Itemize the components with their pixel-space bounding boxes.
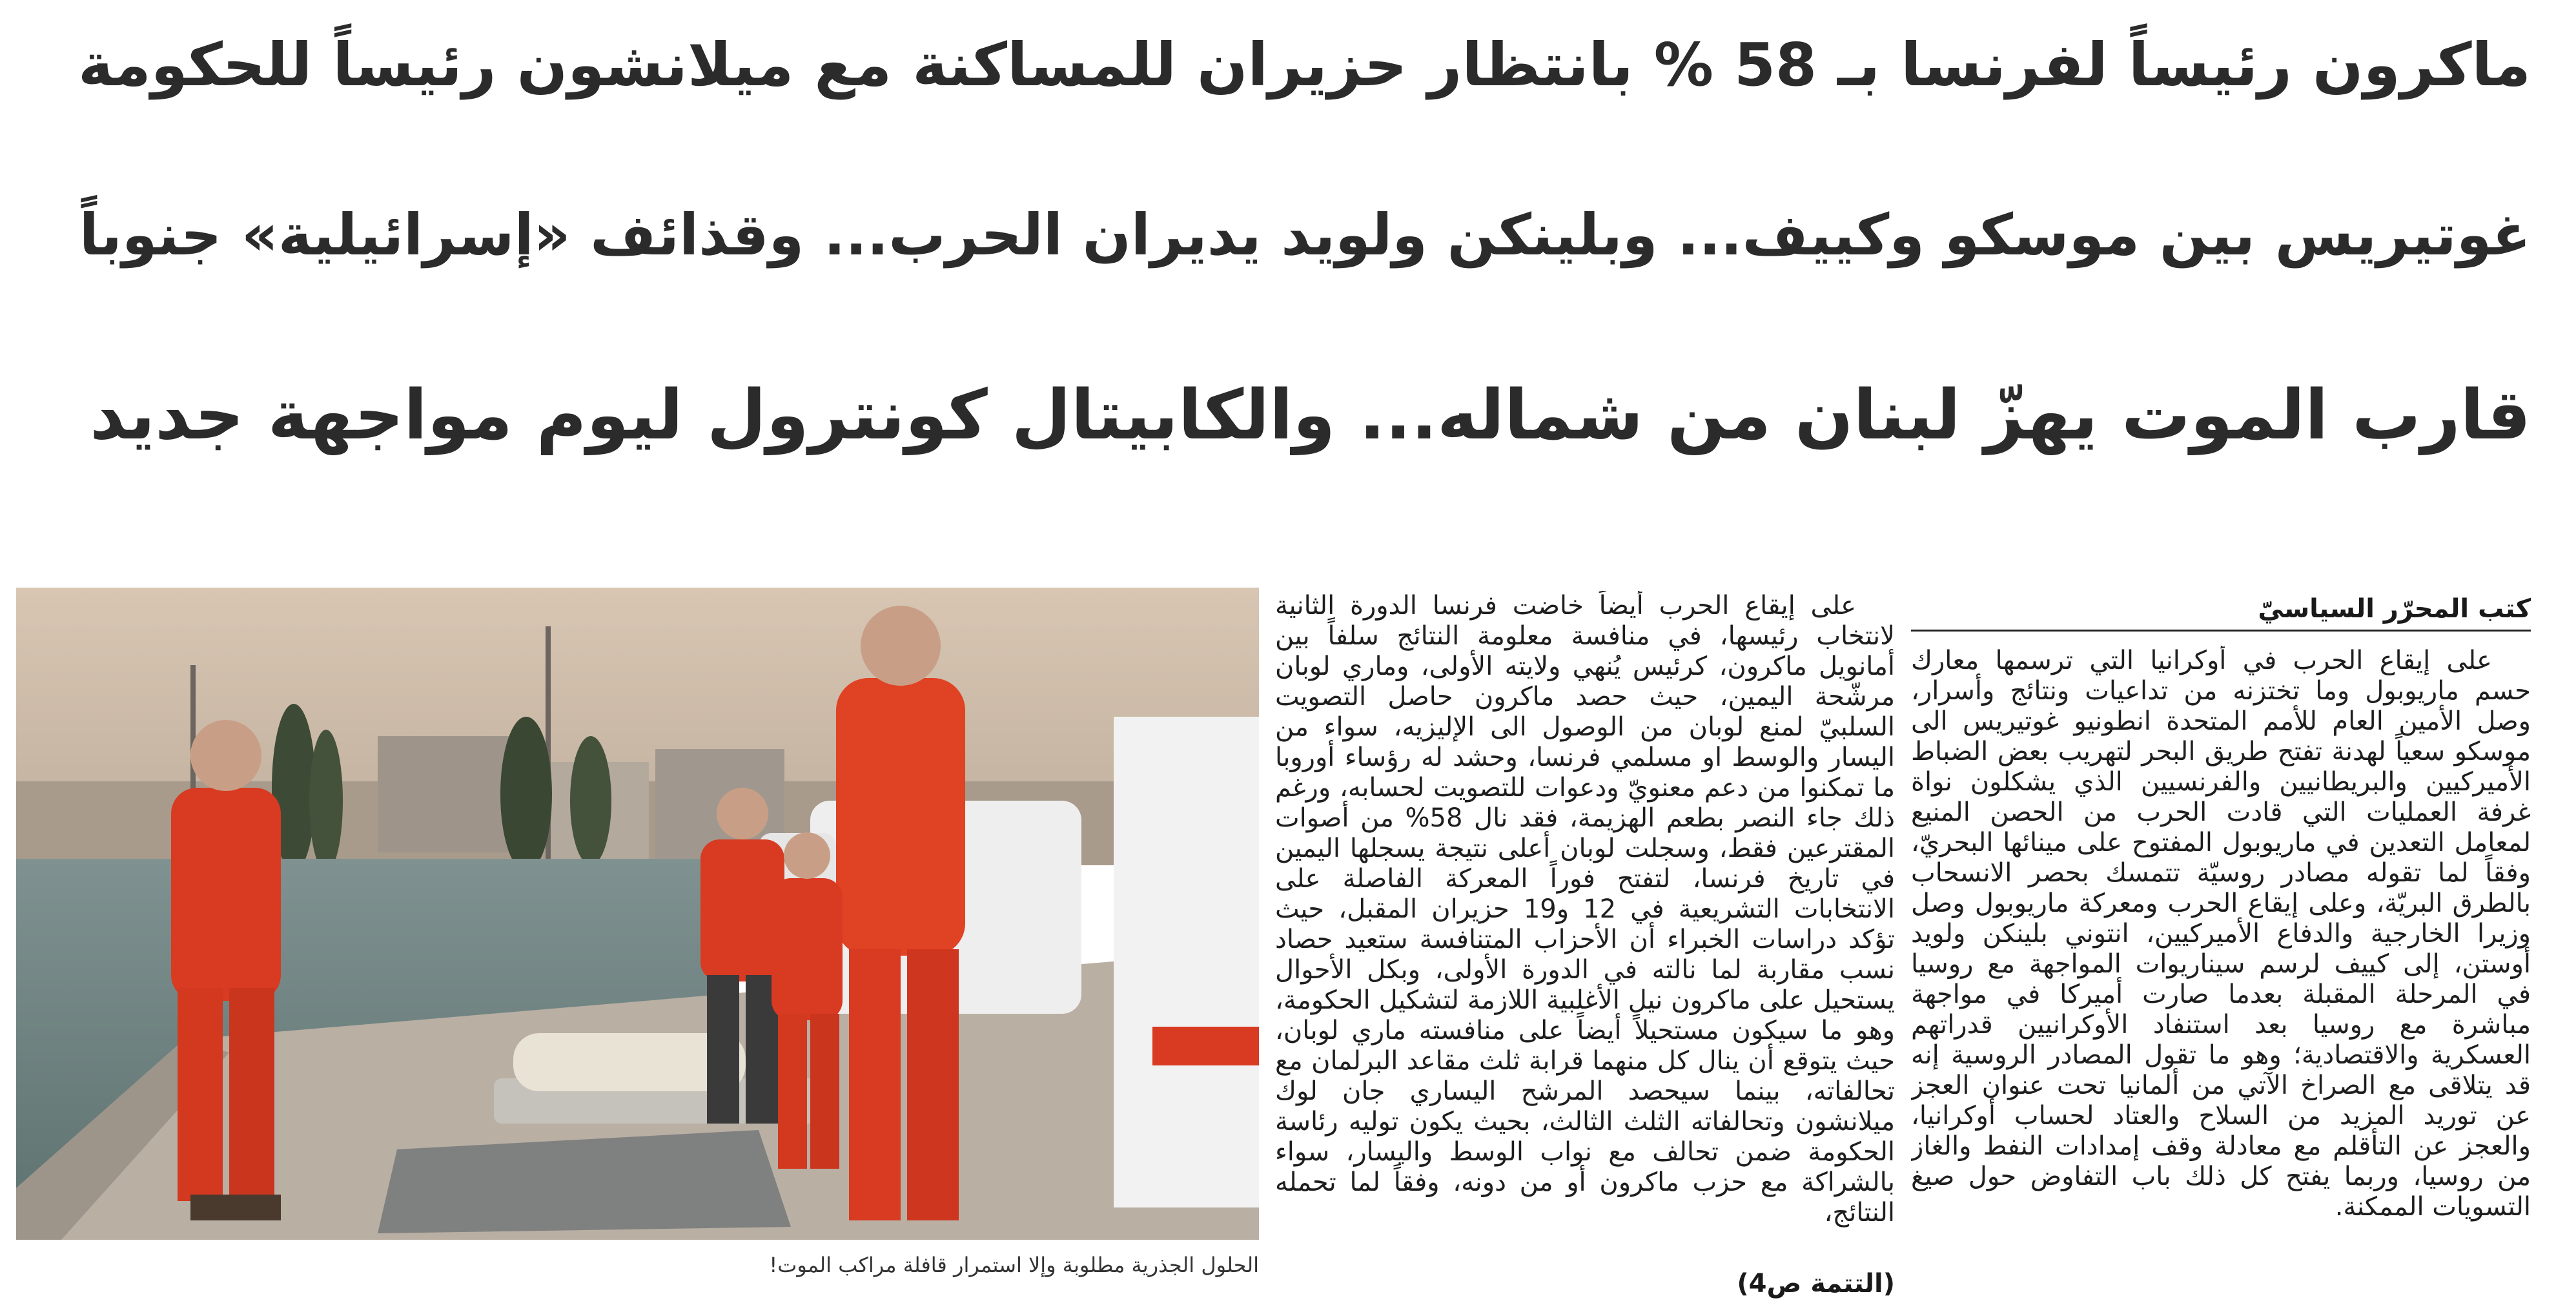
byline: كتب المحرّر السياسيّ: [1911, 591, 2531, 632]
news-photo: [16, 588, 1259, 1240]
photo-caption: الحلول الجذرية مطلوبة وإلا استمرار قافلة مراكب الموت!: [769, 1253, 1259, 1277]
article-paragraph: على إيقاع الحرب في أوكرانيا التي ترسمها معارك حسم ماريوبول وما تختزنه من تداعيات ونتائج وأسرار، وصل الأمين العام للأمم المتحدة انطونيو غوتيريس الى موسكو سعياً لهدنة تفتح طريق البحر لتهريب بعض الضباط الأميركيين والبريطانيين والفرنسيين الذي يشكلون نواة غرفة العمليات التي قادت الحرب من الحصن المنيع لمعامل التعدين في ماريوبول المفتوح على مينائها البحريّ، وفقاً لما تقوله مصادر روسيّة تتمسك بحصر الانسحاب بالطرق البريّة، وعلى إيقاع الحرب ومعركة ماريوبول وصل وزيرا الخارجية والدفاع الأميركيين، انتوني بلينكن ولويد أوستن، إلى كييف لرسم سيناريوات المواجهة مع روسيا في المرحلة المقبلة بعدما صارت أميركا في مواجهة مباشرة مع روسيا بعد استنفاد الأوكرانيين قدراتهم العسكرية والاقتصادية؛ وهو ما تقول المصادر الروسية إنه قد يتلاقى مع الصراخ الآتي من ألمانيا تحت عنوان العجز عن توريد المزيد من السلاح والعتاد لحساب أوكرانيا، والعجز عن التأقلم مع معادلة وقف إمدادات النفط والغاز من روسيا، وربما يفتح كل ذلك باب التفاوض حول صيغ التسويات الممكنة.: [1911, 646, 2531, 1222]
continuation-note: (التتمة ص4): [1737, 1269, 1895, 1299]
rescuer-figure-2: [836, 606, 965, 1220]
headline-line-3: قارب الموت يهزّ لبنان من شماله... والكابيتال كونترول ليوم مواجهة جديد: [90, 375, 2531, 455]
article-column-middle: [1275, 591, 1895, 1301]
rescuer-figure-4: [772, 832, 843, 1169]
article-column-right: [1911, 646, 2531, 1291]
article-paragraph: على إيقاع الحرب أيضاً خاضت فرنسا الدورة الثانية لانتخاب رئيسها، في منافسة معلومة النتائج سلفاً بين أمانويل ماكرون، كرئيس يُنهي ولايته الأولى، وماري لوبان مرشّحة اليمين، حيث حصد ماكرون حاصل التصويت السلبيّ لمنع لوبان من الوصول الى الإليزيه، سواء من اليسار والوسط او مسلمي فرنسا، وحشد له رؤساء أوروبا ما تمكنوا من دعم معنويّ ودعوات للتصويت لحسابه، ورغم ذلك جاء النصر بطعم الهزيمة، فقد نال 58% من أصوات المقترعين فقط، وسجلت لوبان أعلى نتيجة يسجلها اليمين في تاريخ فرنسا، لتفتح فوراً المعركة الفاصلة على الانتخابات التشريعية في 12 و19 حزيران المقبل، حيث تؤكد دراسات الخبراء أن الأحزاب المتنافسة ستعيد حصاد نسب مقاربة لما نالته في الدورة الأولى، وبكل الأحوال يستحيل على ماكرون نيل الأغلبية اللازمة لتشكيل الحكومة، وهو ما سيكون مستحيلاً أيضاً على منافسته ماري لوبان، حيث يتوقع أن ينال كل منهما قرابة ثلث مقاعد البرلمان مع تحالفاته، بينما سيحصد المرشح اليساري جان لوك ميلانشون وتحالفاته الثلث الثالث، بحيث يكون توليه رئاسة الحكومة ضمن تحالف مع نواب الوسط واليسار، سواء بالشراكة مع حزب ماكرون أو من دونه، وفقاً لما تحمله النتائج،: [1275, 591, 1895, 1228]
headline-line-1: ماكرون رئيساً لفرنسا بـ 58 % بانتظار حزيران للمساكنة مع ميلانشون رئيساً للحكومة: [77, 30, 2531, 99]
headline-line-2: غوتيريس بين موسكو وكييف... وبلينكن ولويد يديران الحرب... وقذائف «إسرائيلية» جنوباً: [79, 201, 2531, 268]
rescue-workers-photo: [16, 588, 1259, 1240]
